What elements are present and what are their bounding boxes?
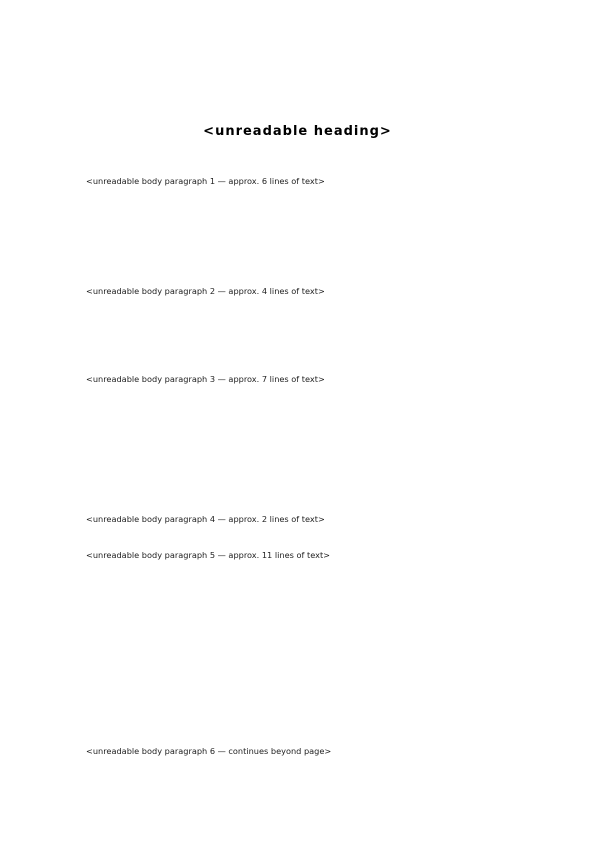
paragraph-text: <unreadable body paragraph 6 — continues beyond page> <box>86 746 332 756</box>
paragraph-1 <box>86 172 510 190</box>
paragraph-5 <box>86 546 510 564</box>
document-title: <unreadable heading> <box>203 124 392 139</box>
paragraph-text: <unreadable body paragraph 4 — approx. 2 lines of text> <box>86 514 325 524</box>
paragraph-text: <unreadable body paragraph 5 — approx. 11 lines of text> <box>86 550 331 560</box>
paragraph-text: <unreadable body paragraph 2 — approx. 4 lines of text> <box>86 286 325 296</box>
paragraph-text: <unreadable body paragraph 1 — approx. 6 lines of text> <box>86 176 325 186</box>
paragraph-3 <box>86 370 510 388</box>
paragraph-text: <unreadable body paragraph 3 — approx. 7 lines of text> <box>86 374 325 384</box>
paragraph-6 <box>86 742 510 760</box>
paragraph-2 <box>86 282 510 300</box>
paragraph-4 <box>86 510 510 528</box>
